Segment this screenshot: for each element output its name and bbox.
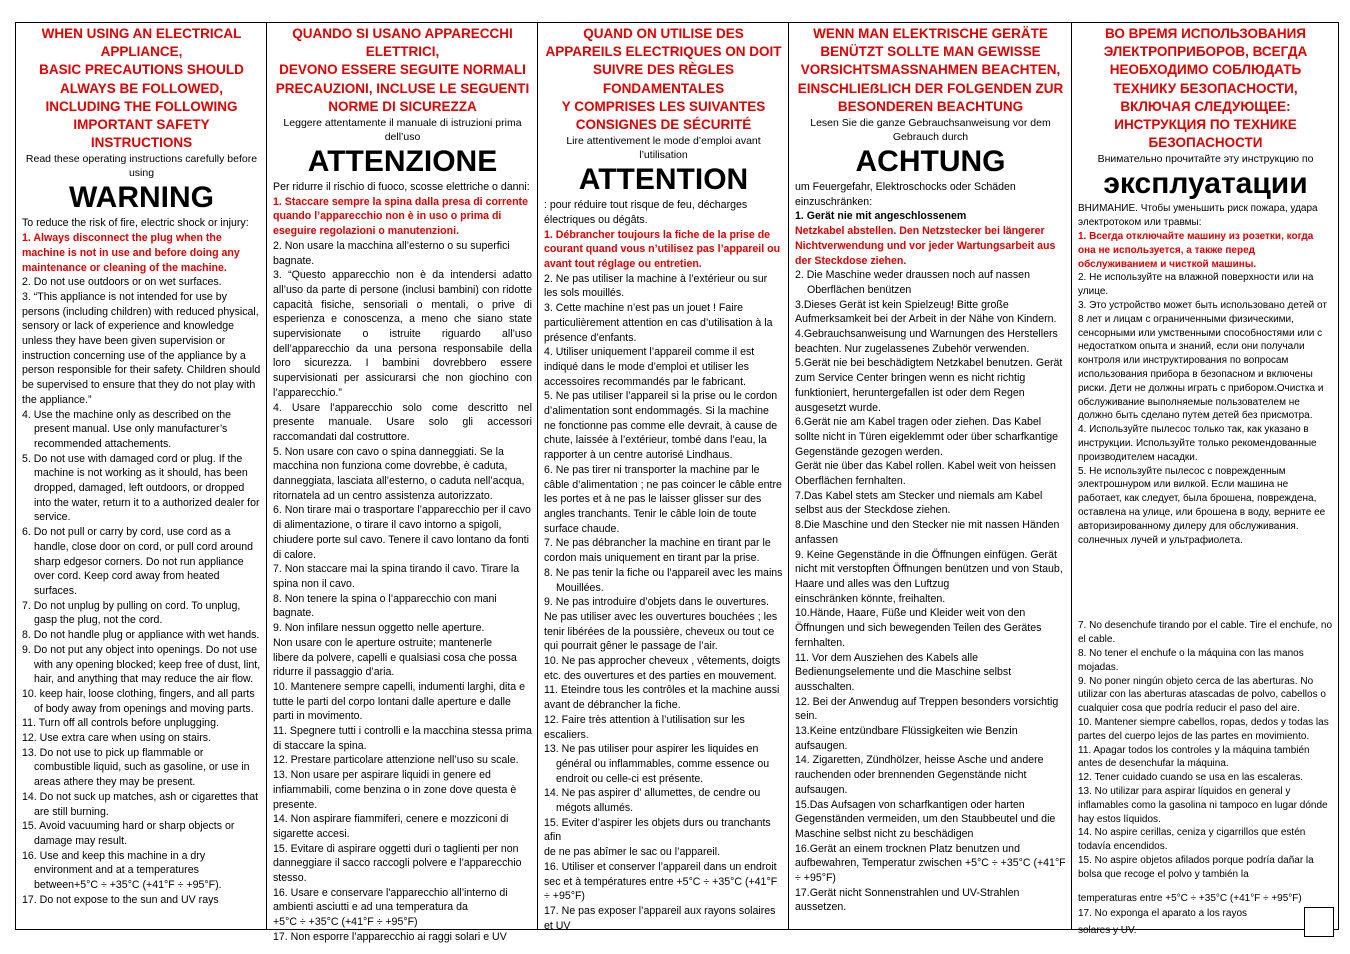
heading-ru: ВО ВРЕМЯ ИСПОЛЬЗОВАНИЯ ЭЛЕКТРОПРИБОРОВ, ВСЕГДА НЕОБХОДИМО СОБЛЮДАТЬ ТЕХНИКУ БЕЗОПАСНОСТИ, ВКЛЮЧАЯ СЛЕДУЮЩЕЕ: ИНСТРУКЦИЯ ПО ТЕХНИКЕ БЕЗОПАСНОСТИ	[1103, 26, 1308, 151]
item-es-10: 10. Mantener siempre cabellos, ropas, dedos y todas las partes del cuerpo lejos de las partes en movimiento.	[1078, 716, 1329, 742]
item-fr-13: 13. Ne pas utiliser pour aspirer les liquides en général ou inflammables, comme essence ou endroit ou celle-ci est présente.	[544, 743, 770, 785]
heading-it: QUANDO SI USANO APPARECCHI ELETTRICI, DEVONO ESSERE SEGUITE NORMALI PRECAUZIONI, INCLUSE LE SEGUENTI NORME DI SICUREZZA	[275, 26, 530, 114]
item-fr-10: 10. Ne pas approcher cheveux , vêtements, doigts etc. des ouvertures et des parties en mouvement.	[544, 655, 781, 682]
item-fr-15: 15. Eviter d’aspirer les objets durs ou tranchants afin de ne pas abîmer le sac ou l’appareil.	[544, 816, 771, 859]
item-de-4: 4.Gebrauchsanweisung und Warnungen des Herstellers beachten. Nur zugelassenes Zubehör verwenden.	[795, 328, 1058, 355]
item-en-10: 10. keep hair, loose clothing, fingers, and all parts of body away from openings and moving parts.	[22, 687, 255, 715]
page-number-box	[1304, 907, 1334, 937]
item-es-12: 12. Tener cuidado cuando se usa en las escaleras.	[1078, 772, 1303, 784]
item-en-5: 5. Do not use with damaged cord or plug. If the machine is not working as it should, has been dropped, damaged, left outdoors, or dropped into the water, return it to a authorized dealer for service.	[22, 452, 260, 524]
item-en-12: 12. Use extra care when using on stairs.	[22, 732, 212, 745]
item-de-14: 14. Zigaretten, Zündhölzer, heisse Asche und andere rauchenden oder brennenden Gegenstände nicht aufsaugen.	[795, 754, 1044, 796]
item-es-14: 14. No aspire cerillas, ceniza y cigarrillos que estén todavía encendidos.	[1078, 827, 1306, 853]
title-it: ATTENZIONE	[307, 145, 498, 179]
subheading-it: Leggere attentamente il manuale di istruzioni prima dell’uso	[283, 117, 522, 144]
item-it-3: 3. “Questo apparecchio non è da intendersi adatto all’uso da parte di persone (inclusi bambini) con ridotte capacità fisiche, sensoriali o mentali, o prive di esperienza e conoscenza, a meno che siano state supervisionate o istruite riguardo all’uso dell’apparecchio da una persona responsabile della loro sicurezza. I bambini dovrebbero essere supervisionati per assicurarsi che non giochino con l’apparecchio.”	[273, 269, 532, 399]
item-de-5: 5.Gerät nie bei beschädigtem Netzkabel benutzen. Gerät zum Service Center bringen wenn es nicht richtig funktioniert, heruntergefallen ist oder dem Regen ausgesetzt wurde.	[795, 357, 1063, 414]
item-es-7: 7. No desenchufe tirando por el cable. Tire el enchufe, no el cable.	[1078, 620, 1333, 646]
heading-fr: QUAND ON UTILISE DES APPAREILS ELECTRIQUES ON DOIT SUIVRE DES RÈGLES FONDAMENTALES Y COMPRISES LES SUIVANTES CONSIGNES DE SÉCURITÉ	[545, 26, 782, 133]
item-de-3: 3.Dieses Gerät ist kein Spielzeug! Bitte große Aufmerksamkeit bei der Arbeit in der Nähe von Kindern.	[795, 298, 1057, 326]
item-it-14: 14. Non aspirare fiammiferi, cenere e mozziconi di sigarette accesi.	[273, 813, 509, 840]
item-de-12: 12. Bei der Anwendug auf Treppen besonders vorsichtig sein.	[795, 695, 1059, 723]
item-it-5: 5. Non usare con cavo o spina danneggiati. Se la macchina non funziona come dovrebbe, è caduta, danneggiata, lasciata all’esterno, o caduta nell’acqua, ritornatela ad un centro assistenza autorizzato.	[273, 445, 525, 502]
item-en-6: 6. Do not pull or carry by cord, use cord as a handle, close door on cord, or pull cord around sharp edgesor corners. Do not run appliance over cord. Keep cord away from heated surfaces.	[22, 526, 254, 597]
item-es-9: 9. No poner ningún objeto cerca de las aberturas. No utilizar con las aberturas atascadas de polvo, cabellos o cualquier cosa que podría reducir el paso del aire.	[1078, 675, 1326, 715]
item-de-15: 15.Das Aufsagen von scharfkantigen oder harten Gegenständen vermeiden, um den Staubbeutel und die Maschine selbst nicht zu beschädigen	[795, 798, 1056, 840]
item-fr-16: 16. Utiliser et conserver l’appareil dans un endroit sec et à températures entre +5°C ÷ +35°C (+41°F ÷ +95°F)	[544, 860, 778, 903]
subheading-en: Read these operating instructions carefully before using	[25, 153, 258, 180]
item-fr-17: 17. Ne pas exposer l’appareil aux rayons solaires et UV	[544, 904, 776, 932]
item-de-11: 11. Vor dem Ausziehen des Kabels alle Bedienungselemente und die Maschine selbst ausschalten.	[795, 651, 1012, 693]
item-es-17-cont: solares y UV.	[1078, 925, 1137, 937]
subheading-fr: Lire attentivement le mode d’emploi avant l’utilisation	[566, 135, 761, 162]
intro-en: To reduce the risk of fire, electric shock or injury:	[22, 217, 249, 230]
item-it-9: 9. Non infilare nessun oggetto nelle aperture. Non usare con le aperture ostruite; mantenerle libere da polvere, capelli e qualsiasi cosa che possa ridurre il passaggio d’aria.	[273, 622, 517, 679]
item-it-8: 8. Non tenere la spina o l’apparecchio con mani bagnate.	[273, 592, 497, 620]
item-it-12: 12. Prestare particolare attenzione nell’uso su scale.	[273, 754, 519, 767]
item-en-8: 8. Do not handle plug or appliance with wet hands.	[22, 629, 260, 642]
item-fr-14: 14. Ne pas aspirer d’ allumettes, de cendre ou mégots allumés.	[544, 787, 761, 815]
item-de-1: Netzkabel abstellen. Den Netzstecker bei längerer Nichtverwendung und vor jeder Wartungsarbeit aus der Steckdose ziehen.	[795, 225, 1056, 267]
item-ru-4: 4. Используйте пылесос только так, как указано в инструкции. Используйте только рекомендованные производителем насадки.	[1078, 424, 1317, 463]
item-en-16: 16. Use and keep this machine in a dry environment and at a temperatures between+5°C ÷ +35°C (+41°F ÷ +95°F).	[22, 849, 222, 892]
item-ru-2: 2. Не используйте на влажной поверхности или на улице.	[1078, 272, 1314, 298]
item-de-16: 16.Gerät an einem trocknen Platz benutzen und aufbewahren, Temperatur zwischen +5°C ÷ +35°C (+41°F ÷ +95°F)	[795, 842, 1066, 885]
title-en: WARNING	[69, 181, 214, 215]
item-en-1: 1. Always disconnect the plug when the machine is not in use and before doing any maintenance or cleaning of the machine.	[22, 232, 240, 274]
title-ru: эксплуатации	[1103, 167, 1308, 201]
item-en-9: 9. Do not put any object into openings. Do not use with any opening blocked; keep free of dust, lint, hair, and anything that may reduce the air flow.	[22, 643, 261, 686]
item-fr-4: 4. Utiliser uniquement l’appareil comme il est indiqué dans le mode d’emploi et utiliser les accessoires recommandés par le fabricant.	[544, 346, 755, 388]
heading-de: WENN MAN ELEKTRISCHE GERÄTE BENÜTZT SOLLTE MAN GEWISSE VORSICHTSMASSNAHMEN BEACHTEN, EINSCHLIEẞLICH DER FOLGENDEN ZUR BESONDEREN BEACHTUNG	[797, 26, 1064, 114]
item-en-3: 3. “This appliance is not intended for use by persons (including children) with reduced physical, sensory or lack of experience and knowledge unless they have been given supervision or instruction concerning use of the appliance by a person responsible for their safety. Children should be supervised to ensure that they do not play with the appliance.”	[22, 290, 261, 406]
spacer	[1078, 881, 1333, 891]
item-en-2: 2. Do not use outdoors or on wet surfaces.	[22, 276, 222, 289]
item-fr-12: 12. Faire très attention à l’utilisation sur les escaliers.	[544, 713, 745, 741]
intro-it: Per ridurre il rischio di fuoco, scosse elettriche o danni:	[273, 181, 530, 194]
spacer	[1078, 547, 1333, 619]
safety-sheet	[15, 22, 1339, 943]
item-it-7: 7. Non staccare mai la spina tirando il cavo. Tirare la spina non il cavo.	[273, 563, 520, 590]
item-fr-8: 8. Ne pas tenir la fiche ou l’appareil avec les mains Mouillées.	[544, 566, 783, 594]
item-it-13: 13. Non usare per aspirare liquidi in genere ed infiammabili, come benzina o in zone dove questa è presente.	[273, 769, 517, 811]
subheading-de: Lesen Sie die ganze Gebrauchsanweisung vor dem Gebrauch durch	[810, 117, 1051, 144]
item-es-13: 13. No utilizar para aspirar líquidos en general y inflamables como la gasolina ni tampoco en lugar dónde hay estos líquidos.	[1078, 785, 1328, 825]
item-en-7: 7. Do not unplug by pulling on cord. To unplug, gasp the plug, not the cord.	[22, 599, 241, 627]
item-en-13: 13. Do not use to pick up flammable or combustible liquid, such as gasoline, or use in areas athere they may be present.	[22, 746, 250, 789]
item-de-8: 8.Die Maschine und den Stecker nie mit nassen Händen anfassen	[795, 519, 1060, 546]
item-fr-11: 11. Eteindre tous les contrôles et la machine aussi avant de débrancher la fiche.	[544, 684, 780, 712]
item-de-7: 7.Das Kabel stets am Stecker und niemals am Kabel selbst aus der Steckdose ziehen.	[795, 489, 1043, 517]
item-de-1-lead: 1. Gerät nie mit angeschlossenem	[795, 210, 967, 223]
item-en-14: 14. Do not suck up matches, ash or cigarettes that are still burning.	[22, 790, 259, 818]
item-de-6: 6.Gerät nie am Kabel tragen oder ziehen. Das Kabel sollte nicht in Türen eigeklemmt oder über scharfkantige Gegenstände gezogen werden. Gerät nie über das Kabel rollen. Kabel weit von heissen Oberflächen fernhalten.	[795, 416, 1059, 488]
item-fr-1: 1. Débrancher toujours la fiche de la prise de courant quand vous n’utilisez pas l’appareil ou avant tout réglage ou entretien.	[544, 228, 781, 271]
item-it-16: 16. Usare e conservare l'apparecchio all’interno di ambienti asciutti e ad una temperatura da +5°C ÷ +35°C (+41°F ÷ +95°F)	[273, 886, 508, 929]
column-french	[538, 23, 789, 932]
item-it-6: 6. Non tirare mai o trasportare l’apparecchio per il cavo di alimentazione, o tirare il cavo intorno a spigoli, chiudere porte sul cavo. Tenere il cavo lontano da fonti di calore.	[273, 504, 531, 561]
item-ru-5: 5. Не используйте пылесос с поврежденным электрошнуром или вилкой. Если машина не работает, как следует, была брошена, повреждена, оставлена на улице, или брошена в воду, верните ее авторизированному дилеру для обслуживания. солнечных лучей и ультрафиолета.	[1078, 465, 1326, 546]
item-ru-1: 1. Всегда отключайте машину из розетки, когда она не используется, а также перед обслуживанием и чисткой машины.	[1078, 231, 1314, 270]
item-es-8: 8. No tener el enchufe o la máquina con las manos mojadas.	[1078, 647, 1304, 673]
intro-fr: : pour réduire tout risque de feu, décharges électriques ou dégâts.	[544, 199, 748, 226]
title-de: ACHTUNG	[855, 145, 1006, 179]
item-it-11: 11. Spegnere tutti i controlli e la macchina stessa prima di staccare la spina.	[273, 725, 532, 752]
item-it-4: 4. Usare l’apparecchio solo come descritto nel presente manuale. Usare solo gli accessori raccomandati dal costruttore.	[273, 401, 532, 443]
column-german	[789, 23, 1072, 929]
item-fr-7: 7. Ne pas débrancher la machine en tirant par le cordon mais uniquement en tirant par la prise.	[544, 537, 771, 565]
intro-ru: ВНИМАНИЕ. Чтобы уменьшить риск пожара, удара электротоком или травмы:	[1078, 203, 1318, 229]
item-es-17: 17. No exponga el aparato a los rayos	[1078, 908, 1247, 920]
item-en-17: 17. Do not expose to the sun and UV rays	[22, 893, 219, 906]
item-it-2: 2. Non usare la macchina all’esterno o su superfici bagnate.	[273, 239, 510, 267]
subheading-ru: Внимательно прочитайте эту инструкцию по	[1097, 153, 1314, 166]
item-fr-5: 5. Ne pas utiliser l’appareil si la prise ou le cordon d’alimentation sont endommagés. Si la machine ne fonctionne pas comme elle devrait, à cause de chute, laissée à l’extérieur, tombé dans l’eau, la rapporter à un centre autorisé Lindhaus.	[544, 390, 778, 462]
item-fr-9: 9. Ne pas introduire d’objets dans le ouvertures. Ne pas utiliser avec les ouvertures bouchées ; les tenir libérées de la poussière, cheveux ou tout ce qui pourrait gêner le passage de l’air.	[544, 596, 778, 653]
item-it-10: 10. Mantenere sempre capelli, indumenti larghi, dita e tutte le parti del corpo lontani dalle aperture e dalle parti in movimento.	[273, 680, 526, 723]
item-de-2: 2. Die Maschine weder draussen noch auf nassen Oberflächen benützen	[795, 269, 1030, 296]
item-de-17: 17.Gerät nicht Sonnenstrahlen und UV-Strahlen aussetzen.	[795, 886, 1020, 914]
item-ru-3: 3. Это устройство может быть использовано детей от 8 лет и лицам с ограниченными физическими, сенсорными или умственными способностями или с недостатком опыта и знаний, если они получали контроля или инструктирования по вопросам использования прибора в безопасном и включены риски. Дети не должны играть с прибором.Очистка и обслуживание выполняемые пользователем не должно быть сделано путем детей без присмотра.	[1078, 300, 1327, 422]
heading-en: WHEN USING AN ELECTRICAL APPLIANCE, BASIC PRECAUTIONS SHOULD ALWAYS BE FOLLOWED, INCLUDING THE FOLLOWING IMPORTANT SAFETY INSTRUCTIONS	[39, 26, 244, 151]
item-en-15: 15. Avoid vacuuming hard or sharp objects or damage may result.	[22, 820, 235, 847]
column-english	[16, 23, 267, 929]
item-it-1: 1. Staccare sempre la spina dalla presa di corrente quando l’apparecchio non è in uso o prima di eseguire regolazioni o manutenzioni.	[273, 195, 528, 238]
title-fr: ATTENTION	[578, 163, 749, 197]
column-russian	[1072, 23, 1338, 937]
item-de-9: 9. Keine Gegenstände in die Öffnungen einfügen. Gerät nicht mit verstopften Öffnungen benützen und von Staub, Haare und alles was den Luftzug einschränken könnte, freihalten.	[795, 548, 1063, 605]
item-es-16: temperaturas entre +5°C ÷ +35°C (+41°F ÷ +95°F)	[1078, 893, 1302, 905]
item-es-11: 11. Apagar todos los controles y la máquina también antes de desenchufar la máquina.	[1078, 744, 1310, 770]
item-de-13: 13.Keine entzündbare Flüssigkeiten wie Benzin aufsaugen.	[795, 725, 1018, 752]
item-it-17: 17. Non esporre l’apparecchio ai raggi solari e UV	[273, 930, 507, 943]
item-fr-6: 6. Ne pas tirer ni transporter la machine par le câble d’alimentation ; ne pas coincer le câble entre les portes et à ne pas le laisser glisser sur des angles tranchants. Tenir le câble loin de toute surface chaude.	[544, 463, 782, 535]
item-de-10: 10.Hände, Haare, Füße und Kleider weit von den Öffnungen und sich bewegenden Teilen des Gerätes fernhalten.	[795, 607, 1042, 649]
column-italian	[267, 23, 538, 943]
item-en-11: 11. Turn off all controls before unplugging.	[22, 717, 219, 730]
item-es-15: 15. No aspire objetos afilados porque podría dañar la bolsa que recoge el polvo y también la	[1078, 854, 1314, 880]
item-fr-3: 3. Cette machine n’est pas un jouet ! Faire particulièrement attention en cas d’utilisation à la présence d’enfants.	[544, 302, 773, 344]
item-fr-2: 2. Ne pas utiliser la machine à l’extérieur ou sur les sols mouillés.	[544, 272, 768, 300]
item-it-15: 15. Evitare di aspirare oggetti duri o taglienti per non danneggiare il sacco raccogli polvere e l’apparecchio stesso.	[273, 842, 522, 885]
item-en-4: 4. Use the machine only as described on the present manual. Use only manufacturer’s recommended attachements.	[22, 408, 232, 450]
intro-de: um Feuergefahr, Elektroschocks oder Schäden einzuschränken:	[795, 181, 1016, 208]
